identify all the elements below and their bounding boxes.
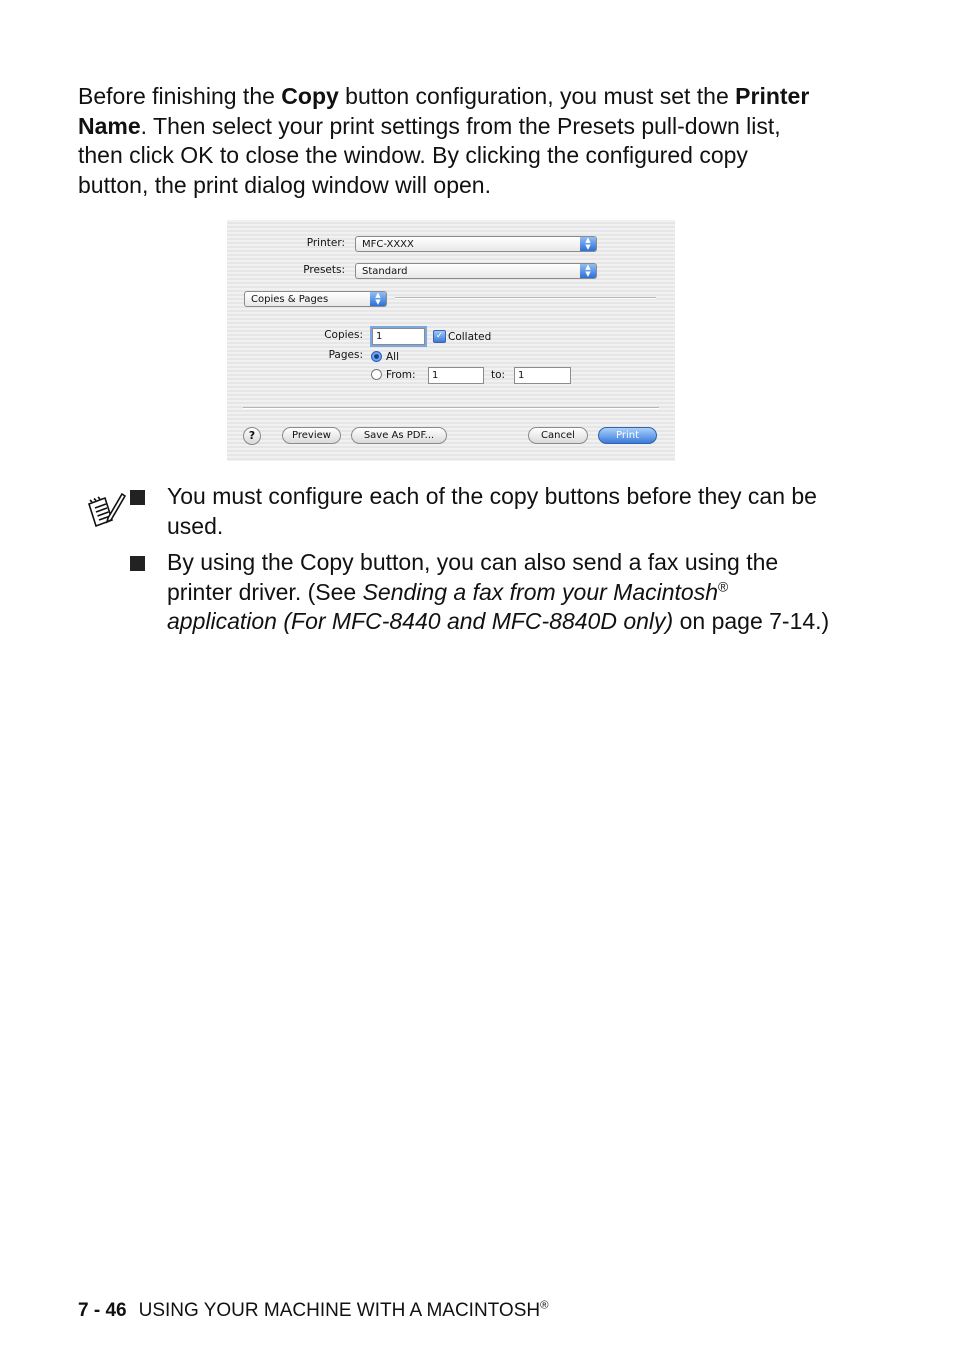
presets-value: Standard bbox=[362, 266, 408, 277]
from-input[interactable]: 1 bbox=[428, 367, 484, 384]
intro-paragraph bbox=[78, 82, 818, 200]
panel-value: Copies & Pages bbox=[251, 294, 329, 305]
printer-label: Printer: bbox=[306, 237, 345, 249]
collated-checkbox[interactable]: ✓ bbox=[433, 330, 446, 343]
print-button[interactable]: Print bbox=[598, 427, 657, 444]
to-input[interactable]: 1 bbox=[514, 367, 571, 384]
intro-text: button configuration, you must set the bbox=[338, 83, 736, 109]
note-text: on page 7-14.) bbox=[673, 608, 830, 635]
bullet-icon bbox=[130, 556, 145, 571]
pages-all-radio[interactable] bbox=[371, 351, 382, 362]
printer-value: MFC-XXXX bbox=[362, 239, 414, 250]
help-icon: ? bbox=[248, 429, 256, 442]
collated-label: Collated bbox=[448, 331, 492, 343]
preview-button[interactable]: Preview bbox=[282, 427, 341, 444]
presets-popup[interactable] bbox=[355, 263, 597, 279]
page-footer bbox=[78, 1300, 549, 1322]
reference-title: Sending a fax from your Macintosh bbox=[362, 578, 718, 605]
print-dialog-screenshot bbox=[227, 220, 675, 461]
bottom-separator bbox=[243, 407, 659, 409]
copy-term: Copy bbox=[281, 83, 339, 109]
from-label: From: bbox=[386, 369, 416, 381]
registered-mark: ® bbox=[540, 1299, 549, 1312]
copies-label: Copies: bbox=[324, 329, 363, 341]
bullet-icon bbox=[130, 490, 145, 505]
help-button[interactable] bbox=[243, 427, 261, 445]
pages-label: Pages: bbox=[328, 349, 363, 361]
panel-popup[interactable] bbox=[244, 291, 387, 307]
intro-text: . Then select your print settings from the Presets pull-down list, then click OK to close the window. By clicking the configured copy button, the print dialog window will open. bbox=[78, 112, 781, 198]
to-label: to: bbox=[491, 369, 506, 381]
pages-from-radio[interactable] bbox=[371, 369, 382, 380]
chapter-title: USING YOUR MACHINE WITH A MACINTOSH bbox=[138, 1300, 541, 1321]
note-item: You must configure each of the copy buttons before they can be used. bbox=[167, 483, 817, 539]
note-item bbox=[167, 548, 837, 637]
note-pencil-icon bbox=[86, 488, 126, 530]
copies-input[interactable]: 1 bbox=[372, 328, 425, 345]
registered-mark: ® bbox=[718, 578, 729, 594]
panel-separator bbox=[395, 297, 656, 299]
popup-arrows-icon: ▲ ▼ bbox=[580, 237, 596, 251]
cancel-button[interactable]: Cancel bbox=[528, 427, 588, 444]
save-as-pdf-button[interactable]: Save As PDF... bbox=[351, 427, 447, 444]
printer-popup[interactable] bbox=[355, 236, 597, 252]
popup-arrows-icon: ▲ ▼ bbox=[580, 264, 596, 278]
all-label: All bbox=[386, 351, 400, 363]
presets-label: Presets: bbox=[303, 264, 345, 276]
note-text: By using the Copy button, you can also send a fax using the printer driver. (See bbox=[167, 549, 779, 605]
printer-name-term: Printer Name bbox=[78, 83, 810, 139]
popup-arrows-icon: ▲ ▼ bbox=[370, 292, 386, 306]
page-number: 7 - 46 bbox=[78, 1300, 127, 1321]
intro-text: Before finishing the bbox=[78, 83, 282, 109]
reference-title: application (For MFC-8440 and MFC-8840D only) bbox=[167, 608, 674, 635]
